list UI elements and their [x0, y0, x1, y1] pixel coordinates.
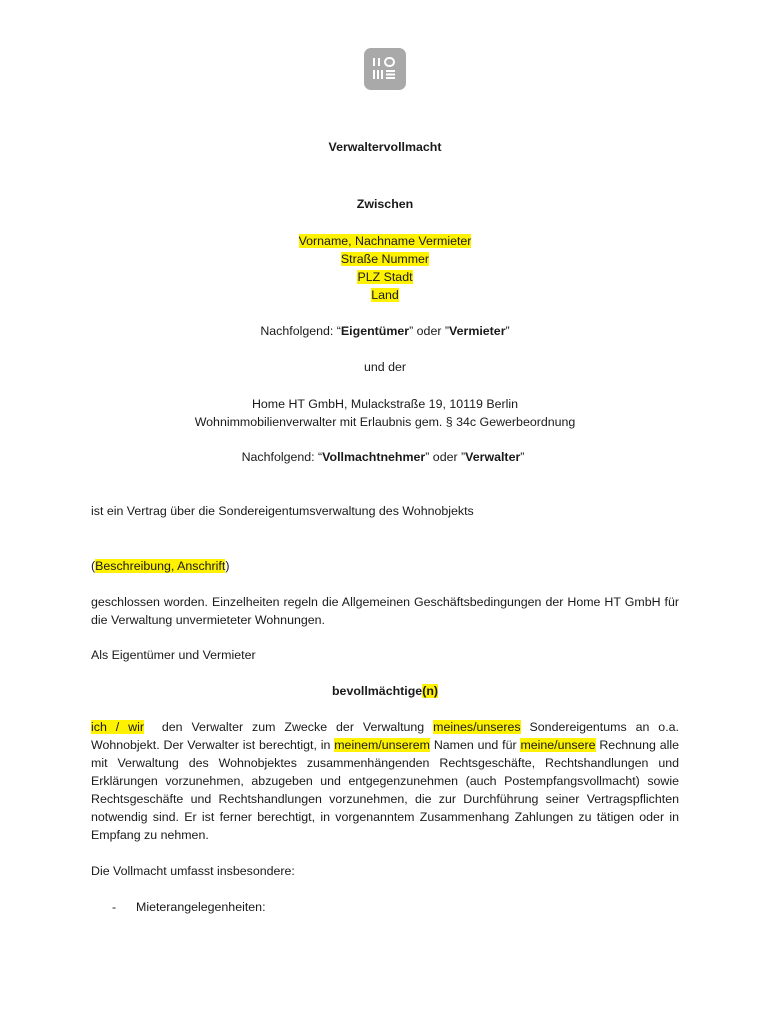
description-close: )	[225, 559, 230, 573]
manager-license: Wohnimmobilienverwalter mit Erlaubnis gem. § 34c Gewerbeordnung	[194, 415, 576, 429]
scope-intro: Die Vollmacht umfasst insbesondere:	[91, 864, 295, 878]
para-text-3: Namen und für	[429, 738, 521, 752]
list-item-tenant-matters: Mieterangelegenheiten:	[136, 900, 266, 914]
landlord-country: Land	[371, 288, 399, 302]
landlord-street: Straße Nummer	[340, 252, 430, 266]
landlord-name: Vorname, Nachname Vermieter	[298, 234, 472, 248]
landlord-country-line	[0, 286, 770, 304]
hereafter-manager-pre: Nachfolgend: “	[241, 450, 323, 464]
para-text-2: Sondereigentums an o.a. Wohnobjekt. Der Verwalter ist berechtigt, in	[91, 720, 679, 752]
landlord-name-line	[0, 232, 770, 250]
manager-address: Home HT GmbH, Mulackstraße 19, 10119 Berlin	[251, 397, 519, 411]
para-text-4: Rechnung alle mit Verwaltung des Wohnobjektes zusammenhängenden Rechtsgeschäfte, Rechtshandlungen und Erklärungen vorzunehmen, abzugeben und entgegenzunehmen (auch Postempfangsvollmacht) sowie Rechtsgeschäfte und Rechtshandlungen vorzunehmen, die zur Durchführung seiner Vertragspflichten notwendig sind. Er ist ferner berechtigt, in vorgenanntem Zusammenhang Zahlungen zu tätigen oder in Empfang zu nehmen.	[91, 738, 679, 842]
authorization-paragraph	[91, 718, 679, 844]
para-text-1: den Verwalter zum Zwecke der Verwaltung	[143, 720, 434, 734]
document-title: Verwaltervollmacht	[328, 140, 442, 154]
concluded-paragraph: geschlossen worden. Einzelheiten regeln die Allgemeinen Geschäftsbedingungen der Home HT GmbH für die Verwaltung unvermieteter Wohnungen.	[91, 595, 679, 627]
authorize-word: bevollmächtige	[331, 684, 423, 698]
contract-line: ist ein Vertrag über die Sondereigentumsverwaltung des Wohnobjekts	[91, 504, 474, 518]
term-landlord: Vermieter	[449, 324, 506, 338]
landlord-city-line	[0, 268, 770, 286]
property-description	[91, 557, 679, 575]
term-manager: Verwalter	[465, 450, 521, 464]
hereafter-manager-post: ”	[520, 450, 525, 464]
description-open: (	[91, 559, 96, 573]
hereafter-manager-mid: ” oder ”	[425, 450, 466, 464]
placeholder-my-our-dative: meinem/unserem	[334, 738, 430, 752]
and-the-line: und der	[363, 360, 407, 374]
placeholder-i-we: ich / wir	[91, 720, 144, 734]
authorize-heading	[0, 682, 770, 700]
hereafter-owner-post: ”	[505, 324, 510, 338]
hereafter-owner-line	[0, 322, 770, 340]
home-logo-icon	[364, 48, 406, 90]
term-authorized-person: Vollmachtnehmer	[322, 450, 426, 464]
list-bullet: -	[112, 900, 117, 914]
description-placeholder: Beschreibung, Anschrift	[95, 559, 226, 573]
as-owner-line: Als Eigentümer und Vermieter	[91, 648, 256, 662]
hereafter-manager-line	[0, 448, 768, 466]
authorize-suffix: (n)	[422, 684, 439, 698]
hereafter-owner-mid: ” oder ”	[409, 324, 450, 338]
placeholder-my-our-plural: meine/unsere	[520, 738, 596, 752]
landlord-street-line	[0, 250, 770, 268]
landlord-city: PLZ Stadt	[357, 270, 413, 284]
placeholder-my-our: meines/unseres	[433, 720, 521, 734]
hereafter-owner-pre: Nachfolgend: “	[260, 324, 341, 338]
between-heading: Zwischen	[356, 197, 414, 211]
term-owner: Eigentümer	[340, 324, 410, 338]
